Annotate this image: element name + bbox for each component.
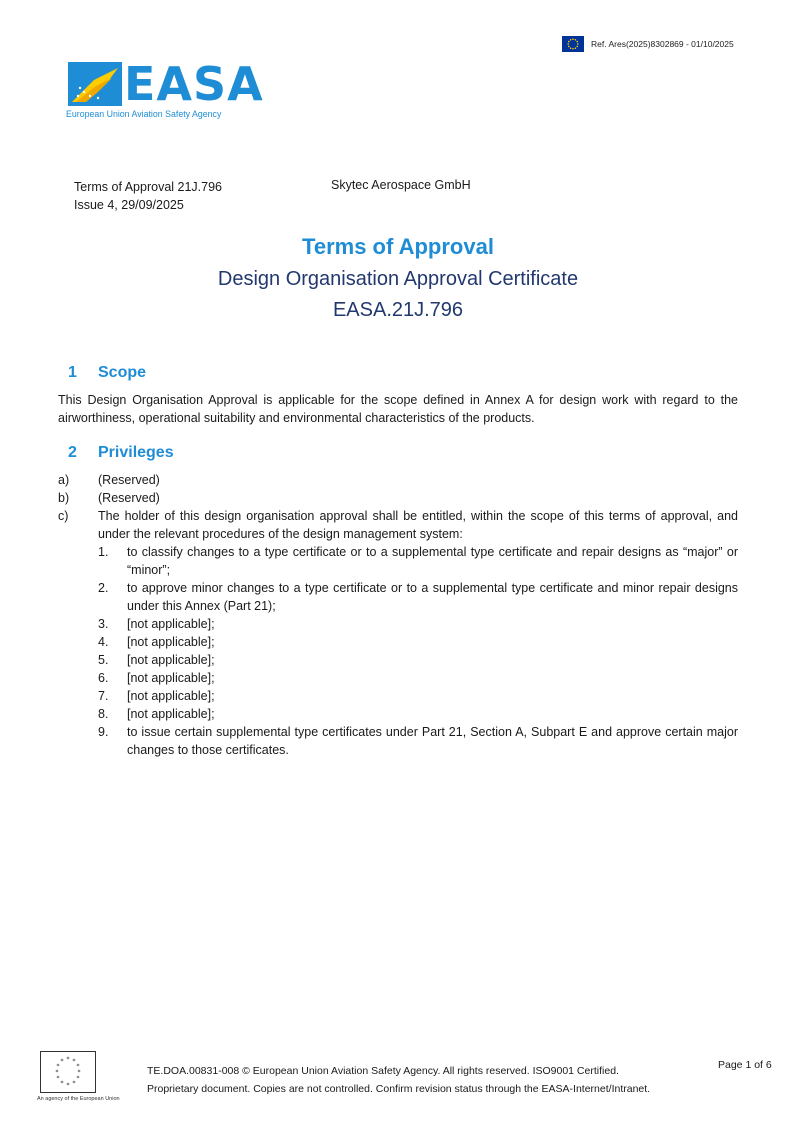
svg-text:*: *	[60, 1058, 64, 1065]
document-meta	[74, 178, 222, 214]
section-title: Privileges	[98, 444, 174, 461]
list-item	[98, 633, 738, 651]
svg-text:*: *	[55, 1069, 59, 1076]
list-label: 7.	[98, 689, 109, 703]
section-1-heading	[68, 364, 146, 382]
list-label: 1.	[98, 545, 109, 559]
svg-text:*: *	[60, 1080, 64, 1087]
section-number: 1	[68, 364, 77, 381]
footer-line-2: Proprietary document. Copies are not controlled. Confirm revision status through the EASA-Internet/Intranet.	[147, 1083, 651, 1095]
list-item	[98, 687, 738, 705]
svg-text:*: *	[56, 1063, 60, 1070]
list-label: a)	[58, 473, 70, 487]
list-item	[98, 579, 738, 615]
section-number: 2	[68, 444, 77, 461]
svg-text:*: *	[77, 1069, 81, 1076]
eu-stars-icon	[41, 1052, 95, 1092]
page-title: Terms of Approval	[302, 234, 494, 259]
eu-flag-icon	[562, 36, 584, 52]
list-item	[98, 669, 738, 687]
svg-text:*: *	[76, 1075, 80, 1082]
list-item	[58, 489, 738, 507]
svg-text:*: *	[66, 1056, 70, 1063]
list-label: c)	[58, 509, 69, 523]
list-label: 2.	[98, 581, 109, 595]
list-label: 8.	[98, 707, 109, 721]
list-item	[58, 471, 738, 489]
easa-logo-text: EASA	[124, 57, 264, 111]
svg-text:*: *	[72, 1058, 76, 1065]
privileges-sublist	[98, 543, 738, 759]
list-text: (Reserved)	[98, 491, 160, 505]
list-label: b)	[58, 491, 70, 505]
footer-notice	[147, 1062, 650, 1098]
list-text: [not applicable];	[127, 689, 215, 703]
list-text: to issue certain supplemental type certificates under Part 21, Section A, Subpart E and approve certain major changes to those certificates.	[127, 725, 738, 757]
list-text: [not applicable];	[127, 707, 215, 721]
list-label: 3.	[98, 617, 109, 631]
list-text: [not applicable];	[127, 671, 215, 685]
list-item	[58, 507, 738, 543]
easa-logo-mark	[68, 62, 122, 106]
ares-reference-text: Ref. Ares(2025)8302869 - 01/10/2025	[591, 39, 734, 49]
ares-reference	[562, 36, 734, 52]
list-label: 5.	[98, 653, 109, 667]
privileges-list	[58, 471, 738, 759]
list-item	[98, 615, 738, 633]
doc-id: Terms of Approval 21J.796	[74, 180, 222, 194]
holder-name: Skytec Aerospace GmbH	[331, 178, 471, 192]
footer-line-1: TE.DOA.00831-008 © European Union Aviation Safety Agency. All rights reserved. ISO9001 Certified.	[147, 1065, 619, 1077]
list-label: 9.	[98, 725, 109, 739]
eu-caption: An agency of the European Union	[37, 1096, 120, 1102]
eu-emblem	[40, 1051, 96, 1093]
page-subtitle: Design Organisation Approval Certificate	[217, 268, 579, 290]
list-text: [not applicable];	[127, 653, 215, 667]
list-label: 4.	[98, 635, 109, 649]
easa-logo	[66, 57, 264, 122]
list-text: to classify changes to a type certificate or to a supplemental type certificate and repair designs as “major” or “minor”;	[127, 545, 738, 577]
list-label: 6.	[98, 671, 109, 685]
svg-text:*: *	[66, 1082, 70, 1089]
certificate-code: EASA.21J.796	[332, 299, 464, 321]
list-text: to approve minor changes to a type certificate or to a supplemental type certificate and minor repair designs under this Annex (Part 21);	[127, 581, 738, 613]
list-text: The holder of this design organisation approval shall be entitled, within the scope of this terms of approval, and under the relevant procedures of the design management system:	[98, 509, 738, 541]
list-item	[98, 651, 738, 669]
page-number: Page 1 of 6	[718, 1059, 772, 1071]
easa-logo-subtitle: European Union Aviation Safety Agency	[66, 109, 222, 119]
doc-issue: Issue 4, 29/09/2025	[74, 198, 184, 212]
svg-text:*: *	[56, 1075, 60, 1082]
list-text: [not applicable];	[127, 635, 215, 649]
list-text: (Reserved)	[98, 473, 160, 487]
section-2-heading	[68, 444, 174, 462]
section-1-body: This Design Organisation Approval is applicable for the scope defined in Annex A for design work with regard to the airworthiness, operational suitability and environmental characteristics of the products.	[58, 393, 738, 425]
list-item	[98, 705, 738, 723]
list-item	[98, 543, 738, 579]
section-title: Scope	[98, 364, 147, 381]
list-item	[98, 723, 738, 759]
svg-text:*: *	[76, 1063, 80, 1070]
list-text: [not applicable];	[127, 617, 215, 631]
svg-text:*: *	[72, 1080, 76, 1087]
